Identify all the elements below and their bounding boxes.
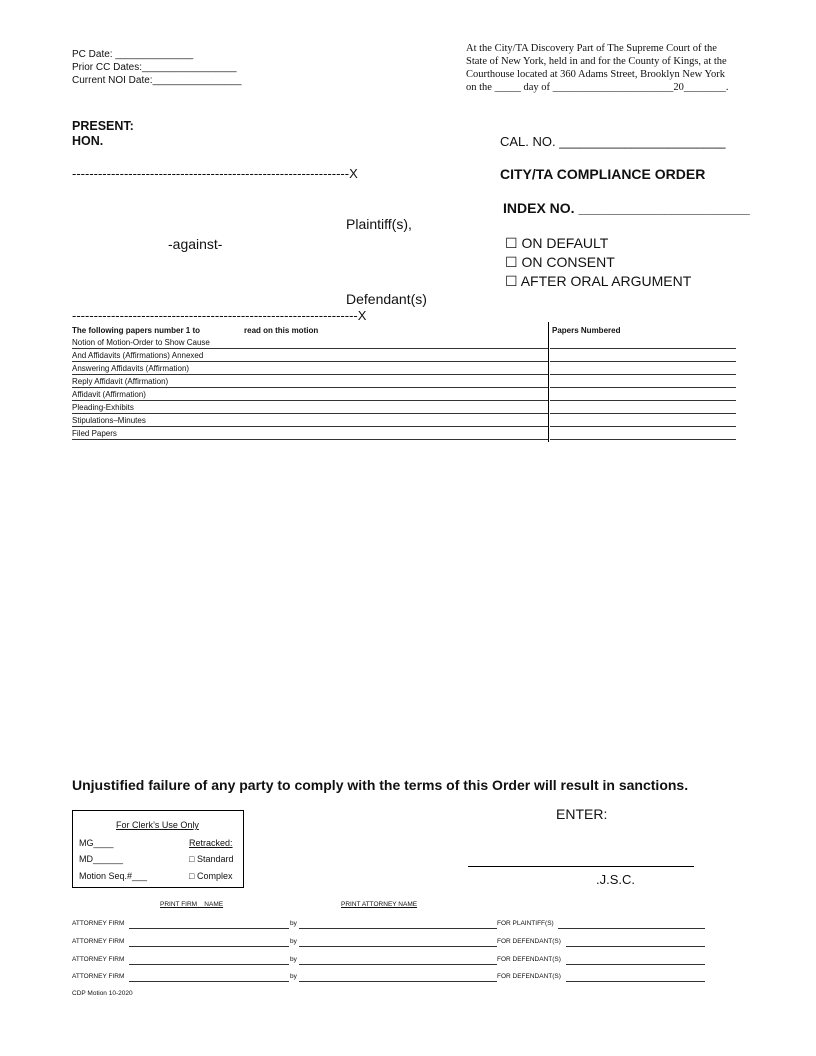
checkbox-icon[interactable]: ☐ <box>505 235 518 251</box>
attorney-name-line[interactable] <box>299 946 497 947</box>
court-caption-line1: At the City/TA Discovery Part of The Supreme Court of the <box>466 43 717 54</box>
papers-row-line <box>72 439 548 440</box>
papers-row-label: Filed Papers <box>72 429 117 438</box>
attorney-name-line[interactable] <box>299 964 497 965</box>
attorney-firm-line[interactable] <box>129 981 289 982</box>
form-footer-code: CDP Motion 10-2020 <box>72 990 133 997</box>
papers-row-label: Stipulations–Minutes <box>72 416 146 425</box>
papers-row-line <box>72 426 548 427</box>
attorney-firm-line[interactable] <box>129 946 289 947</box>
papers-divider <box>548 322 549 442</box>
papers-number-line[interactable] <box>550 374 736 375</box>
present-label: PRESENT: <box>72 119 134 133</box>
sanctions-notice: Unjustified failure of any party to comply with the terms of this Order will result in sanctions. <box>72 777 689 793</box>
prior-cc-dates-field: Prior CC Dates:_________________ <box>72 62 237 73</box>
complex-label: Complex <box>196 871 233 881</box>
disposition-option-label: ON CONSENT <box>521 254 615 270</box>
papers-row-label: Affidavit (Affirmation) <box>72 390 146 399</box>
papers-row-line <box>72 374 548 375</box>
clerk-box-title: For Clerk’s Use Only <box>116 820 199 830</box>
by-label: by <box>290 938 297 945</box>
complex-option <box>189 871 232 881</box>
cal-no-field: CAL. NO. _______________________ <box>500 134 726 149</box>
checkbox-icon[interactable]: ☐ <box>505 254 518 270</box>
papers-number-line[interactable] <box>550 400 736 401</box>
enter-label: ENTER: <box>556 806 608 822</box>
plaintiff-label: Plaintiff(s), <box>346 216 412 232</box>
print-attorney-name-label: PRINT ATTORNEY NAME <box>341 901 418 908</box>
for-party-label: FOR DEFENDANT(S) <box>497 973 561 980</box>
mg-field: MG____ <box>79 838 114 848</box>
jsc-label: .J.S.C. <box>596 872 636 887</box>
court-caption-line4: on the _____ day of _______________________20________. <box>466 82 729 93</box>
disposition-option-label: AFTER ORAL ARGUMENT <box>520 273 692 289</box>
hon-label: HON. <box>72 134 104 148</box>
papers-row-label: Notion of Motion-Order to Show Cause <box>72 338 210 347</box>
current-noi-date-field: Current NOI Date:________________ <box>72 75 242 86</box>
papers-row-line <box>72 348 548 349</box>
papers-row-line <box>72 413 548 414</box>
for-party-label: FOR PLAINTIFF(S) <box>497 920 554 927</box>
clerk-use-box <box>72 810 244 888</box>
court-caption-line2: State of New York, held in and for the County of Kings, at the <box>466 56 727 67</box>
papers-row-label: Reply Affidavit (Affirmation) <box>72 377 169 386</box>
retracked-label: Retracked: <box>189 838 233 848</box>
attorney-firm-line[interactable] <box>129 964 289 965</box>
party-line[interactable] <box>566 946 705 947</box>
papers-header-mid: read on this motion <box>244 326 319 335</box>
papers-row-line <box>72 387 548 388</box>
papers-number-line[interactable] <box>550 387 736 388</box>
by-label: by <box>290 956 297 963</box>
by-label: by <box>290 920 297 927</box>
attorney-firm-label: ATTORNEY FIRM <box>72 920 125 927</box>
for-party-label: FOR DEFENDANT(S) <box>497 938 561 945</box>
papers-number-line[interactable] <box>550 361 736 362</box>
attorney-firm-label: ATTORNEY FIRM <box>72 956 125 963</box>
index-no-field: INDEX NO. ______________________ <box>503 200 750 216</box>
attorney-name-line[interactable] <box>299 981 497 982</box>
order-title: CITY/TA COMPLIANCE ORDER <box>500 166 706 182</box>
jsc-signature-line <box>468 866 694 867</box>
disposition-option-label: ON DEFAULT <box>521 235 609 251</box>
print-firm-name-label: PRINT FIRM NAME <box>160 901 224 908</box>
attorney-firm-label: ATTORNEY FIRM <box>72 973 125 980</box>
disposition-option[interactable] <box>505 235 608 252</box>
defendant-label: Defendant(s) <box>346 291 427 307</box>
papers-row-label: And Affidavits (Affirmations) Annexed <box>72 351 204 360</box>
party-line[interactable] <box>566 964 705 965</box>
party-line[interactable] <box>558 928 705 929</box>
papers-number-line[interactable] <box>550 413 736 414</box>
for-party-label: FOR DEFENDANT(S) <box>497 956 561 963</box>
papers-row-label: Answering Affidavits (Affirmation) <box>72 364 190 373</box>
standard-option <box>189 854 233 864</box>
papers-number-line[interactable] <box>550 348 736 349</box>
motion-seq-field: Motion Seq.#___ <box>79 871 148 881</box>
standard-checkbox-icon: □ <box>189 854 195 864</box>
papers-row-label: Pleading-Exhibits <box>72 403 134 412</box>
papers-numbered-header: Papers Numbered <box>552 326 621 335</box>
by-label: by <box>290 973 297 980</box>
caption-separator-bottom: ------------------------------------------------------------------X <box>72 308 367 323</box>
papers-row-line <box>72 361 548 362</box>
papers-row-line <box>72 400 548 401</box>
md-field: MD______ <box>79 854 124 864</box>
party-line[interactable] <box>566 981 705 982</box>
attorney-name-line[interactable] <box>299 928 497 929</box>
checkbox-icon[interactable]: ☐ <box>505 273 518 289</box>
standard-label: Standard <box>196 854 234 864</box>
complex-checkbox-icon: □ <box>189 871 195 881</box>
papers-number-line[interactable] <box>550 439 736 440</box>
disposition-option[interactable] <box>505 273 691 290</box>
caption-separator-top: ----------------------------------------------------------------X <box>72 166 358 181</box>
court-caption-line3: Courthouse located at 360 Adams Street, Brooklyn New York <box>466 69 725 80</box>
attorney-firm-label: ATTORNEY FIRM <box>72 938 125 945</box>
pc-date-field: PC Date: ______________ <box>72 49 194 60</box>
papers-header-left: The following papers number 1 to <box>72 326 201 335</box>
papers-number-line[interactable] <box>550 426 736 427</box>
disposition-option[interactable] <box>505 254 615 271</box>
attorney-firm-line[interactable] <box>129 928 289 929</box>
against-label: -against- <box>168 236 223 252</box>
